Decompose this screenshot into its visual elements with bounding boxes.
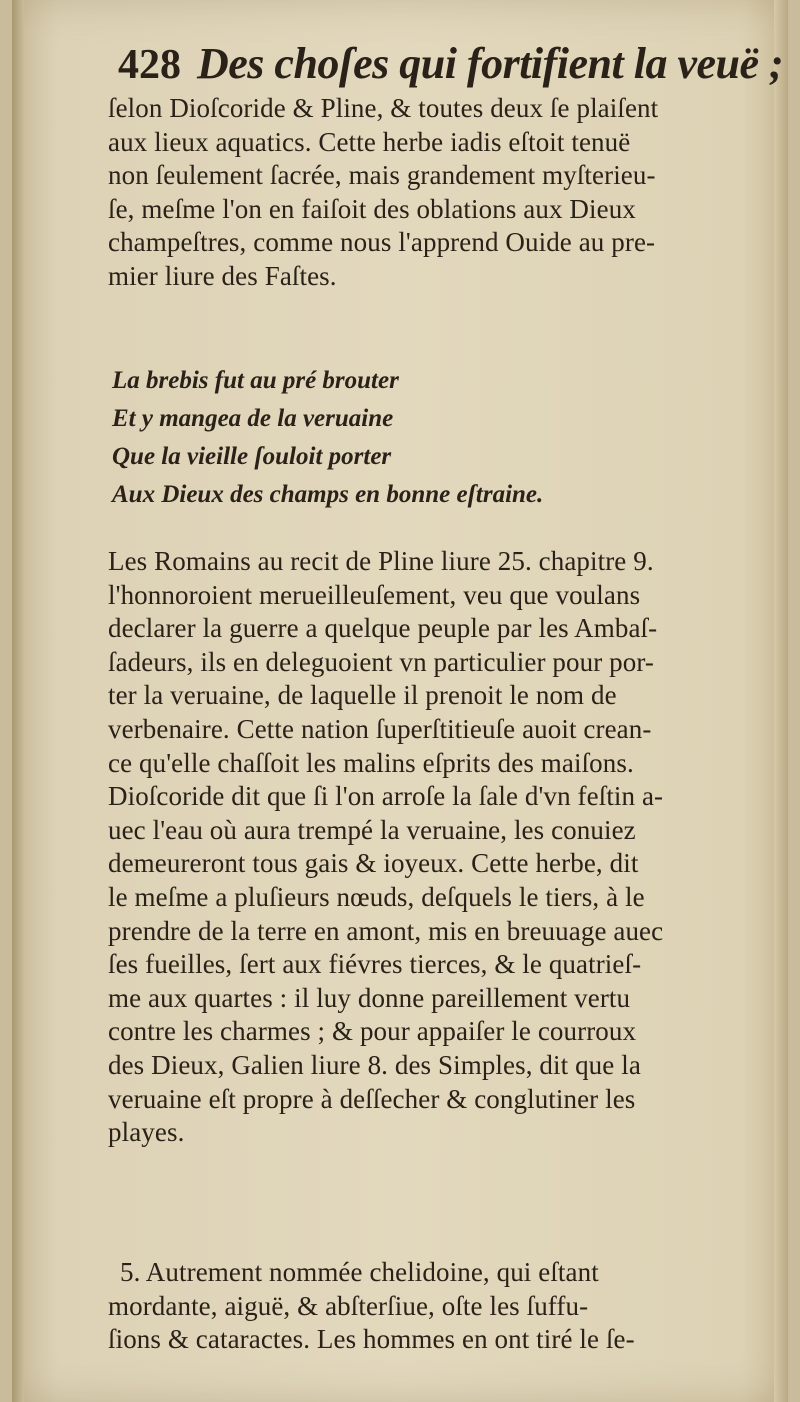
text-line: non ſeulement ſacrée, mais grandement myſterieu-	[108, 160, 656, 191]
running-title: Des choſes qui fortifient la veuë ;	[197, 39, 784, 88]
text-line: mordante, aiguë, & abſterſiue, oſte les ſuffu-	[108, 1290, 589, 1321]
verse-line: Que la vieille ſouloit porter	[112, 443, 392, 470]
text-line: ſions & cataractes. Les hommes en ont tiré le ſe-	[108, 1324, 635, 1355]
text-line: champeſtres, comme nous l'apprend Ouide au pre-	[108, 227, 656, 258]
text-line: ſadeurs, ils en deleguoient vn particulier pour por-	[108, 646, 654, 677]
text-line: ce qu'elle chaſſoit les malins eſprits des maiſons.	[108, 747, 634, 778]
text-line: aux lieux aquatics. Cette herbe iadis eſtoit tenuë	[108, 126, 631, 157]
text-line: ter la veruaine, de laquelle il prenoit le nom de	[108, 680, 617, 711]
text-line: declarer la guerre a quelque peuple par les Ambaſ-	[108, 613, 658, 644]
text-line: 5. Autrement nommée chelidoine, qui eſtant	[120, 1257, 599, 1287]
verse-line: Aux Dieux des champs en bonne eſtraine.	[112, 481, 544, 508]
paragraph-3	[108, 1256, 794, 1357]
text-line: ſelon Dioſcoride & Pline, & toutes deux ſe plaiſent	[108, 93, 659, 123]
text-line: verbenaire. Cette nation ſuperſtitieuſe auoit crean-	[108, 713, 652, 744]
text-line: veruaine eſt propre à deſſecher & conglutiner les	[108, 1083, 636, 1114]
verse-line: Et y mangea de la veruaine	[112, 405, 394, 432]
page-gutter-shadow	[12, 0, 24, 1402]
text-line: demeureront tous gais & ioyeux. Cette herbe, dit	[108, 848, 639, 879]
text-line: contre les charmes ; & pour appaiſer le courroux	[108, 1016, 637, 1047]
text-line: prendre de la terre en amont, mis en breuuage auec	[108, 915, 664, 946]
verse-quotation	[112, 362, 712, 514]
text-line: mier liure des Faſtes.	[108, 260, 337, 291]
paragraph-1	[108, 92, 794, 294]
verse-line: La brebis fut au pré brouter	[112, 367, 399, 394]
text-line: le meſme a pluſieurs nœuds, deſquels le tiers, à le	[108, 881, 645, 912]
page-number: 428	[118, 42, 181, 88]
paragraph-2	[108, 545, 794, 1150]
text-line: ſe, meſme l'on en faiſoit des oblations aux Dieux	[108, 193, 636, 224]
page-header	[118, 39, 798, 88]
text-line: Les Romains au recit de Pline liure 25. chapitre 9.	[108, 546, 654, 576]
text-line: des Dieux, Galien liure 8. des Simples, dit que la	[108, 1049, 641, 1080]
text-line: l'honnoroient merueilleuſement, veu que voulans	[108, 579, 641, 610]
text-line: Dioſcoride dit que ſi l'on arroſe la ſale d'vn feſtin a-	[108, 781, 664, 812]
text-line: playes.	[108, 1117, 185, 1148]
text-line: ſes fueilles, ſert aux fiévres tierces, & le quatrieſ-	[108, 949, 642, 980]
text-line: uec l'eau où aura trempé la veruaine, les conuiez	[108, 814, 636, 845]
text-line: me aux quartes : il luy donne pareillement vertu	[108, 982, 631, 1013]
